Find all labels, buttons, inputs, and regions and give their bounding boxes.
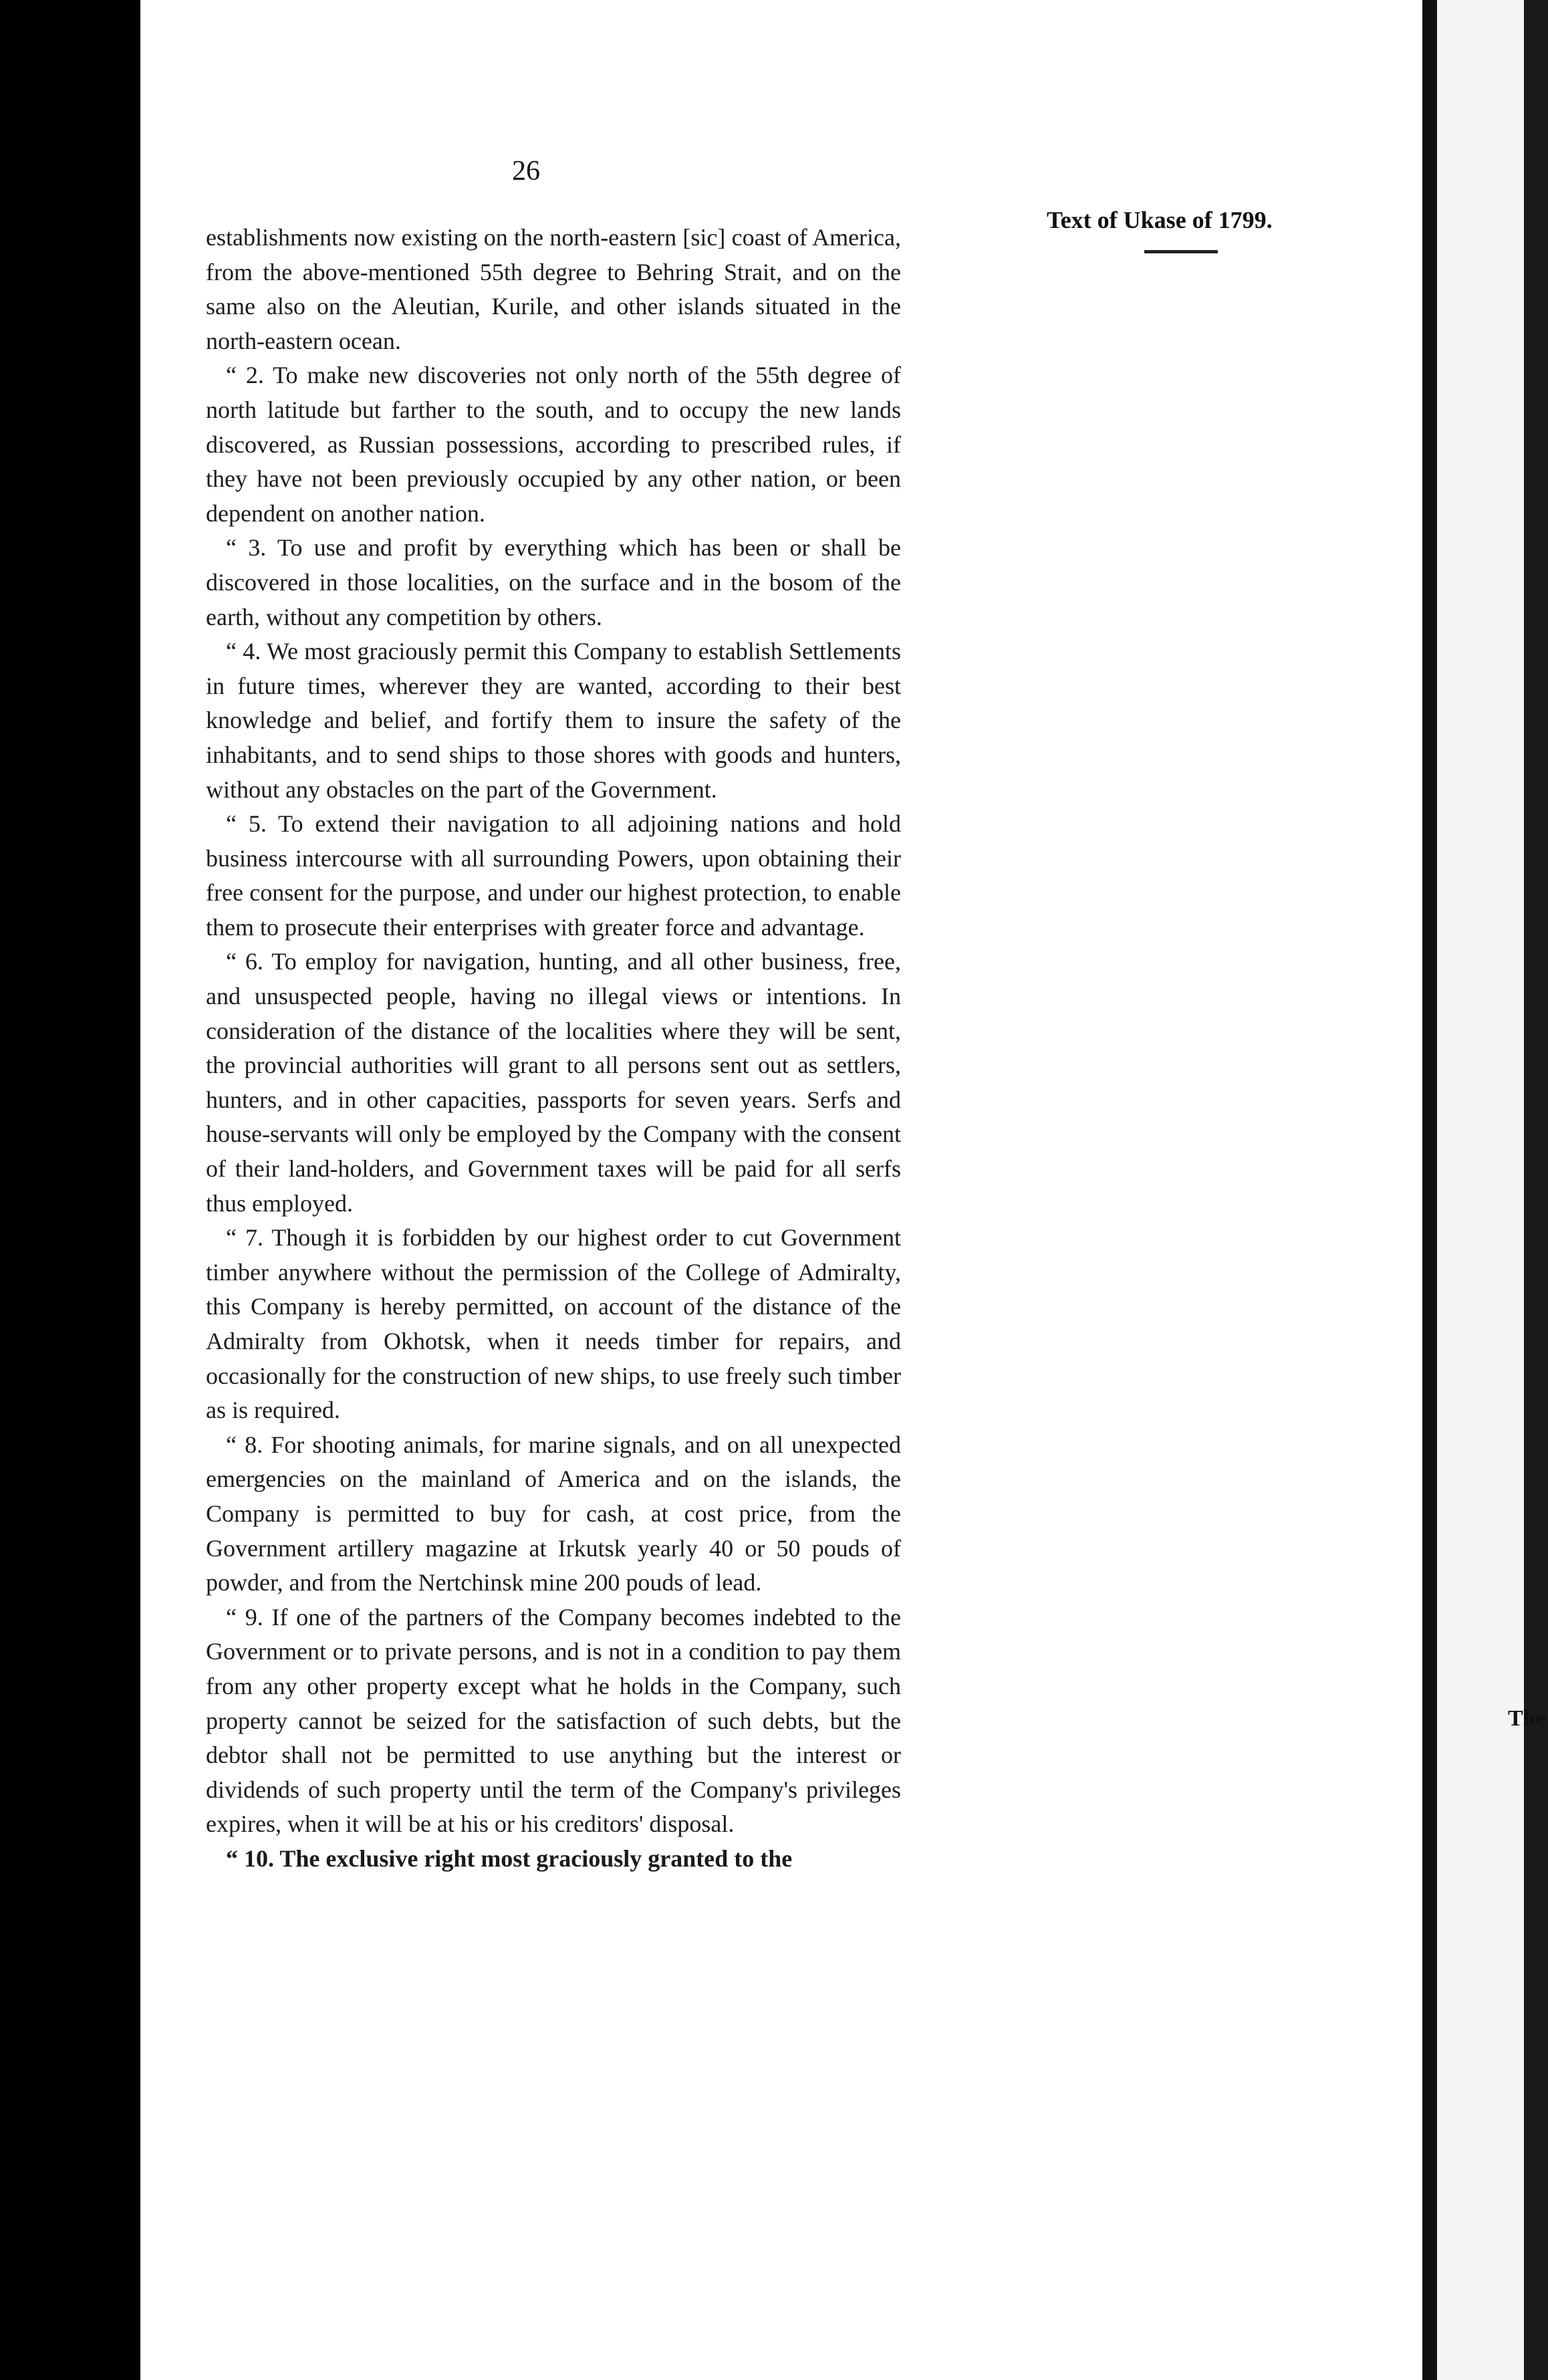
scan-right-edge [1422, 0, 1548, 2380]
paragraph-2: “ 2. To make new discoveries not only north of the 55th degree of north latitude but farther to the south, and to occupy the new lands discovered, as Russian possessions, according to prescribed rules, if they have not been previously occupied by any other nation, or been dependent on another nation. [206, 362, 901, 527]
paragraph-9: “ 9. If one of the partners of the Company becomes indebted to the Government or to private persons, and is not in a condition to pay them from any other property except what he holds in the Company, such property cannot be seized for the satisfaction of such debts, but the debtor shall not be permitted to use anything but the interest or dividends of such property until the term of the Company's privileges expires, when it will be at his or his creditors' disposal. [206, 1603, 901, 1838]
paragraph-7: “ 7. Though it is forbidden by our highest order to cut Government timber anywhere without the permission of the College of Admiralty, this Company is hereby permitted, on account of the distance of the Admiralty from Okhotsk, when it needs timber for repairs, and occasionally for the construction of new ships, to use freely such timber as is required. [206, 1224, 901, 1424]
side-note-rule [1144, 250, 1218, 253]
paragraph-6: “ 6. To employ for navigation, hunting, and all other business, free, and unsuspected people, having no illegal views or intentions. In consideration of the distance of the localities where they will be sent, the provincial authorities will grant to all persons sent out as settlers, hunters, and in other capacities, passports for seven years. Serfs and house-servants will only be employed by the Company with the consent of their land-holders, and Government taxes will be paid for all serfs thus employed. [206, 948, 901, 1217]
side-note: Text of Ukase of 1799. [1047, 207, 1273, 233]
scan-left-margin [0, 0, 140, 2380]
paragraph-4: “ 4. We most graciously permit this Company to establish Settlements in future times, wherever they are wanted, according to their best knowledge and belief, and fortify them to insure the safety of the inhabitants, and to send ships to those shores with goods and hunters, without any obstacles on the part of the Government. [206, 638, 901, 803]
paragraph-8: “ 8. For shooting animals, for marine signals, and on all unexpected emergencies on the mainland of America and on the islands, the Company is permitted to buy for cash, at cost price, from the Government artillery magazine at Irkutsk yearly 40 or 50 pouds of powder, and from the Nertchinsk mine 200 pouds of lead. [206, 1431, 901, 1596]
page-gutter-shadow [1422, 0, 1437, 2380]
page-number: 26 [512, 156, 540, 187]
paragraph-continuation: establishments now existing on the north-eastern [sic] coast of America, from the above-mentioned 55th degree to Behring Strait, and on the same also on the Aleutian, Kurile, and other islands situated in the north-eastern ocean. [206, 224, 901, 354]
paragraph-10: “ 10. The exclusive right most graciously granted to the [226, 1844, 793, 1872]
body-text [206, 221, 901, 1877]
facing-page-edge [1524, 0, 1548, 2380]
paragraph-5: “ 5. To extend their navigation to all adjoining nations and hold business intercourse with all surrounding Powers, upon obtaining their free consent for the purpose, and under our highest protection, to enable them to prosecute their enterprises with greater force and advantage. [206, 810, 901, 941]
margin-word: The [1508, 1706, 1546, 1731]
paragraph-3: “ 3. To use and profit by everything which has been or shall be discovered in those localities, on the surface and in the bosom of the earth, without any competition by others. [206, 534, 901, 630]
